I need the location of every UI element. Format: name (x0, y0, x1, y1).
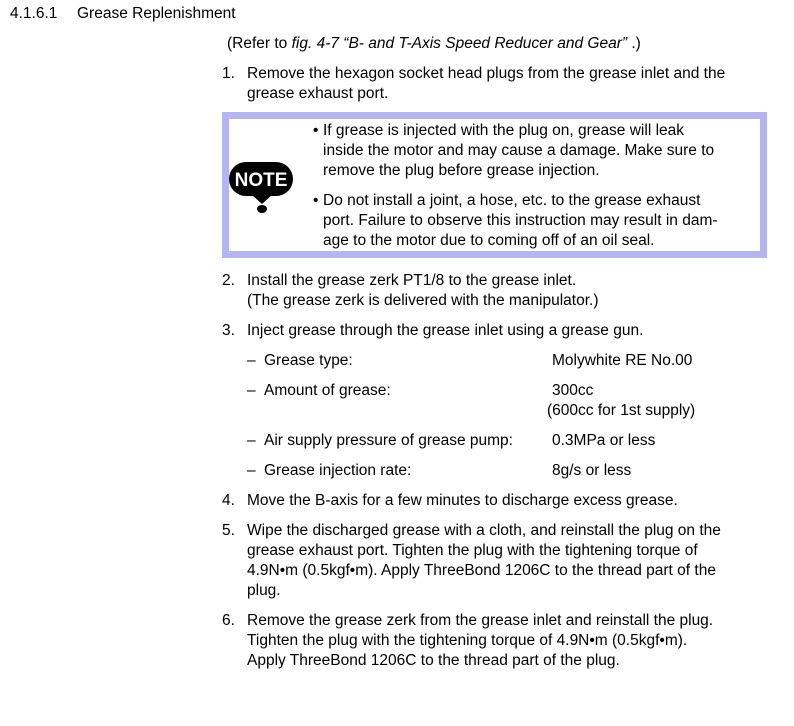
note-text: port. Failure to observe this instruction may result in dam- (323, 212, 718, 229)
step-number: 5. (222, 522, 235, 539)
spec-value-note: (600cc for 1st supply) (547, 402, 696, 419)
spec-dash: – (247, 462, 256, 479)
section-number: 4.1.6.1 (10, 5, 58, 22)
note-text: If grease is injected with the plug on, grease will leak (323, 122, 685, 139)
step-text: (The grease zerk is delivered with the manipulator.) (247, 292, 599, 309)
step-number: 3. (222, 322, 235, 339)
step-text: Remove the hexagon socket head plugs from the grease inlet and the (247, 65, 726, 82)
note-text: Do not install a joint, a hose, etc. to the grease exhaust (323, 192, 701, 209)
refer-post: .) (627, 35, 641, 52)
refer-fig-link[interactable]: fig. 4-7 (291, 35, 339, 52)
step-text: Install the grease zerk PT1/8 to the grease inlet. (247, 272, 577, 289)
spec-value: 300cc (552, 382, 594, 399)
step-text: 4.9N•m (0.5kgf•m). Apply ThreeBond 1206C to the thread part of the (247, 562, 716, 579)
note-text: inside the motor and may cause a damage. Make sure to (323, 142, 715, 159)
refer-line (227, 34, 641, 54)
step-text: Remove the grease zerk from the grease inlet and reinstall the plug. (247, 612, 714, 629)
spec-dash: – (247, 382, 256, 399)
spec-label: Amount of grease: (264, 382, 391, 399)
step-text: Inject grease through the grease inlet using a grease gun. (247, 322, 644, 339)
step-text: Tighten the plug with the tightening torque of 4.9N•m (0.5kgf•m). (247, 632, 688, 649)
step-number: 2. (222, 272, 235, 289)
step-text: Wipe the discharged grease with a cloth, and reinstall the plug on the (247, 522, 721, 539)
note-icon (227, 158, 297, 216)
note-text: age to the motor due to coming off of an oil seal. (323, 232, 655, 249)
spec-value: 8g/s or less (552, 462, 632, 479)
spec-value: 0.3MPa or less (552, 432, 656, 449)
spec-value: Molywhite RE No.00 (552, 352, 693, 369)
spec-dash: – (247, 432, 256, 449)
spec-dash: – (247, 352, 256, 369)
step-number: 1. (222, 65, 235, 82)
step-number: 4. (222, 492, 235, 509)
section-title: Grease Replenishment (77, 5, 236, 22)
note-text: remove the plug before grease injection. (323, 162, 600, 179)
spec-label: Air supply pressure of grease pump: (264, 432, 513, 449)
step-text: grease exhaust port. (247, 85, 389, 102)
note-label: NOTE (234, 170, 288, 191)
step-text: Apply ThreeBond 1206C to the thread part of the plug. (247, 652, 620, 669)
note-bullet: • (313, 122, 319, 139)
step-text: grease exhaust port. Tighten the plug with the tightening torque of (247, 542, 698, 559)
step-number: 6. (222, 612, 235, 629)
step-text: plug. (247, 582, 281, 599)
step-text: Move the B-axis for a few minutes to discharge excess grease. (247, 492, 678, 509)
refer-fig-title: “B- and T-Axis Speed Reducer and Gear” (339, 35, 628, 52)
spec-label: Grease type: (264, 352, 353, 369)
refer-pre: (Refer to (227, 35, 292, 52)
spec-label: Grease injection rate: (264, 462, 412, 479)
note-bullet: • (313, 192, 319, 209)
